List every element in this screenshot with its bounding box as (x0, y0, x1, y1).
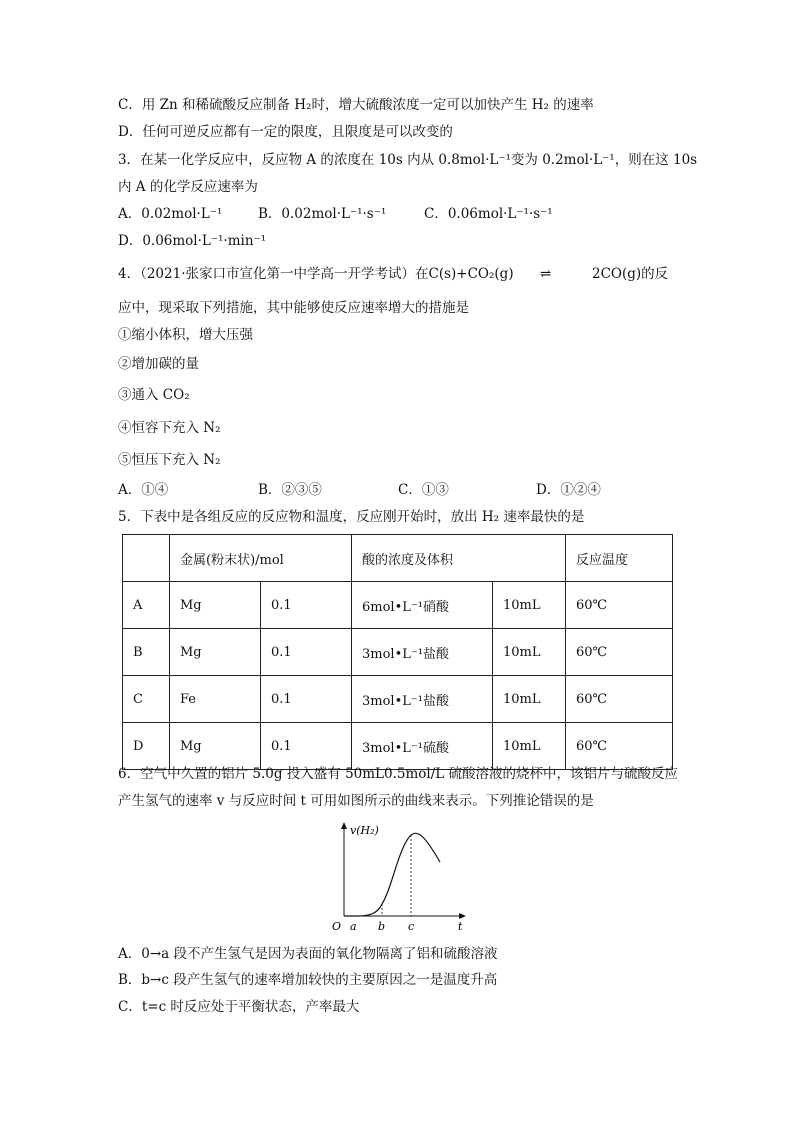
q2-option-c: C．用 Zn 和稀硫酸反应制备 H₂时，增大硫酸浓度一定可以加快产生 H₂ 的速率 (118, 97, 594, 113)
rate-curve (344, 833, 440, 916)
table-header-cell: 反应温度 (566, 535, 673, 582)
q3-option-a: A．0.02mol·L⁻¹ (118, 206, 223, 222)
table-cell: Mg (170, 582, 261, 629)
table-cell: 60℃ (566, 629, 673, 676)
q6-option-a: A．0→a 段不产生氢气是因为表面的氧化物隔离了铝和硫酸溶液 (118, 946, 498, 962)
table-cell: D (123, 723, 170, 770)
q6-option-c: C．t=c 时反应处于平衡状态，产率最大 (118, 999, 360, 1015)
table-cell: 10mL (493, 629, 566, 676)
q6-stem-line2: 产生氢气的速率 v 与反应时间 t 可用如图所示的曲线来表示。下列推论错误的是 (118, 793, 594, 809)
table-cell: 3mol•L⁻¹硫酸 (352, 723, 493, 770)
table-cell: 60℃ (566, 582, 673, 629)
q4-item-2: ②增加碳的量 (118, 356, 199, 372)
q4-equation-right: 2CO(g) (592, 266, 642, 282)
q3-stem-line1: 3．在某一化学反应中，反应物 A 的浓度在 10s 内从 0.8mol·L⁻¹变为 0.2mol·L⁻¹，则在这 10s (118, 152, 698, 168)
q4-stem-suffix: 的反 (641, 266, 669, 282)
table-cell: B (123, 629, 170, 676)
table-row (123, 723, 673, 770)
q2-option-d: D．任何可逆反应都有一定的限度，且限度是可以改变的 (118, 124, 453, 140)
table-cell: 60℃ (566, 676, 673, 723)
q3-stem-line2: 内 A 的化学反应速率为 (118, 179, 258, 195)
x-axis-arrow-icon (459, 913, 466, 919)
q3-option-c: C．0.06mol·L⁻¹·s⁻¹ (424, 206, 553, 222)
table-cell: 6mol•L⁻¹硝酸 (352, 582, 493, 629)
table-cell: C (123, 676, 170, 723)
q4-item-4: ④恒容下充入 N₂ (118, 420, 221, 436)
point-b-label: b (378, 920, 386, 932)
q3-option-b: B．0.02mol·L⁻¹·s⁻¹ (258, 206, 387, 222)
table-row (123, 582, 673, 629)
table-cell: A (123, 582, 170, 629)
table-row (123, 676, 673, 723)
y-axis-arrow-icon (341, 822, 347, 829)
q4-equation-left: C(s)+CO₂(g) (428, 266, 514, 282)
q5-stem: 5．下表中是各组反应的反应物和温度，反应刚开始时，放出 H₂ 速率最快的是 (118, 509, 585, 525)
table-cell: 0.1 (261, 723, 352, 770)
table-header-row (123, 535, 673, 582)
q4-item-5: ⑤恒压下充入 N₂ (118, 452, 221, 468)
table-header-cell: 金属(粉末状)/mol (170, 535, 352, 582)
table-header-cell (123, 535, 170, 582)
table-cell: 3mol•L⁻¹盐酸 (352, 629, 493, 676)
table-cell: 60℃ (566, 723, 673, 770)
q3-option-d: D．0.06mol·L⁻¹·min⁻¹ (118, 233, 267, 249)
reaction-table (122, 534, 673, 770)
q4-option-b: B．②③⑤ (258, 482, 322, 498)
table-cell: Fe (170, 676, 261, 723)
origin-label: O (332, 920, 342, 932)
table-header-cell: 酸的浓度及体积 (352, 535, 566, 582)
q4-stem-prefix: 4．（2021·张家口市宣化第一中学高一开学考试）在 (118, 266, 429, 282)
table-cell: 10mL (493, 582, 566, 629)
q4-item-1: ①缩小体积，增大压强 (118, 327, 253, 343)
table-row (123, 629, 673, 676)
table-cell: 0.1 (261, 629, 352, 676)
rate-time-figure (326, 820, 476, 932)
q4-stem-line2: 应中，现采取下列措施，其中能够使反应速率增大的措施是 (118, 300, 469, 316)
table-cell: Mg (170, 629, 261, 676)
q4-option-d: D．①②④ (536, 482, 601, 498)
q6-option-b: B．b→c 段产生氢气的速率增加较快的主要原因之一是温度升高 (118, 972, 498, 988)
point-a-label: a (350, 920, 357, 932)
q4-item-3: ③通入 CO₂ (118, 387, 190, 403)
table-cell: Mg (170, 723, 261, 770)
q6-stem-line1: 6．空气中久置的铝片 5.0g 投入盛有 50mL0.5mol/L 硫酸溶液的烧杯中，该铝片与硫酸反应 (118, 766, 679, 782)
table-cell: 0.1 (261, 676, 352, 723)
q4-option-c: C．①③ (398, 482, 449, 498)
x-axis-label: t (458, 920, 463, 932)
table-cell: 10mL (493, 676, 566, 723)
y-axis-label: v(H₂) (350, 824, 379, 837)
q4-equation-right-group (592, 264, 668, 284)
point-c-label: c (408, 920, 415, 932)
q4-option-a: A．①④ (118, 482, 169, 498)
table-cell: 10mL (493, 723, 566, 770)
table-cell: 0.1 (261, 582, 352, 629)
table-cell: 3mol•L⁻¹盐酸 (352, 676, 493, 723)
q4-stem-line1 (118, 264, 514, 284)
q4-equation-arrow: ⇌ (540, 266, 552, 282)
